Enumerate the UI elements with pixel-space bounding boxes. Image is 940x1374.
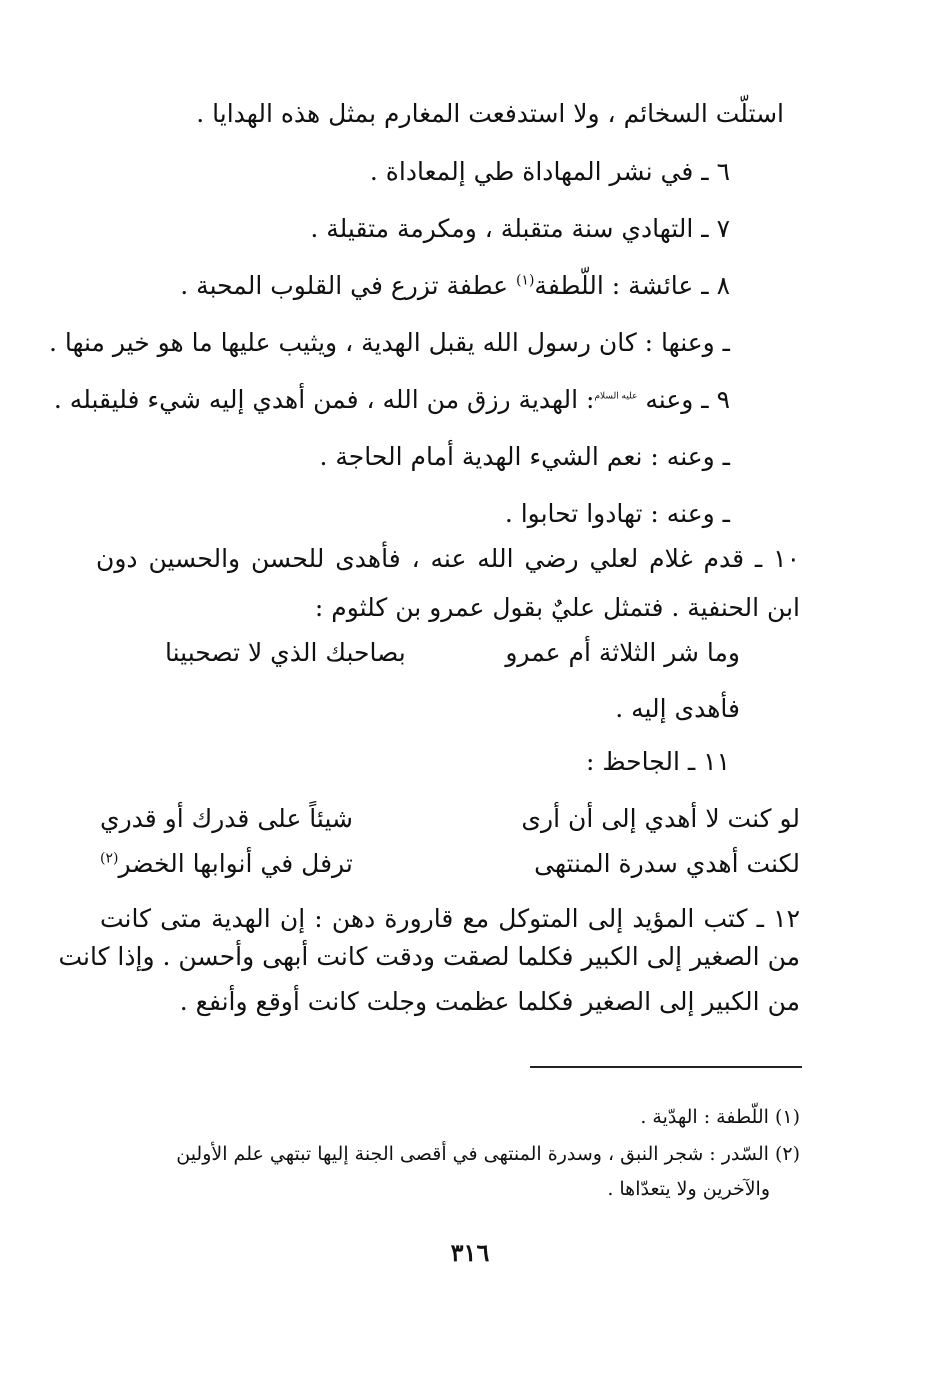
verse-1-right-hemistich: وما شر الثلاثة أم عمرو bbox=[505, 638, 740, 667]
text-line-12: ١١ ـ الجاحظ : bbox=[586, 747, 730, 776]
text-line-14: من الصغير إلى الكبير فكلما لصقت ودقت كانت أبهى وأحسن . وإذا كانت bbox=[58, 942, 800, 971]
footnote-2-line-1: (٢) السّدر : شجر النبق ، وسدرة المنتهى في أقصى الجنة إليها تبتهي علم الأولين bbox=[176, 1143, 800, 1165]
footnote-ref-2[interactable]: (٢) bbox=[100, 850, 119, 867]
text-line-10: ابن الحنفية . فتمثل عليٌ بقول عمرو بن كلثوم : bbox=[314, 593, 800, 622]
verse-3-left-text: ترفل في أنوابها الخضر bbox=[118, 849, 353, 878]
text-line-6-b: : الهدية رزق من الله ، فمن أهدي إليه شيء فليقبله . bbox=[53, 385, 595, 414]
verse-2-left-hemistich: شيئاً على قدرك أو قدري bbox=[100, 804, 353, 833]
footnote-2-line-2: والآخرين ولا يتعدّاها . bbox=[607, 1178, 770, 1200]
page-number: ٣١٦ bbox=[450, 1238, 490, 1267]
text-line-6 bbox=[54, 383, 730, 417]
verse-2-right-hemistich: لو كنت لا أهدي إلى أن أرى bbox=[521, 804, 800, 833]
text-line-1: استلّت السخائم ، ولا استدفعت المغارم بمثل هذه الهدايا . bbox=[196, 99, 784, 128]
verse-1-left-hemistich: بصاحبك الذي لا تصحبينا bbox=[165, 638, 406, 667]
text-line-4-a: ٨ ـ عائشة : اللّطفة bbox=[534, 271, 730, 300]
text-line-4 bbox=[180, 269, 730, 303]
text-line-15: من الكبير إلى الصغير فكلما عظمت وجلت كانت أوقع وأنفع . bbox=[179, 987, 800, 1016]
text-line-11: فأهدى إليه . bbox=[615, 694, 740, 723]
text-line-13: ١٢ ـ كتب المؤيد إلى المتوكل مع قارورة دهن : إن الهدية متى كانت bbox=[100, 904, 800, 933]
text-line-3: ٧ ـ التهادي سنة متقبلة ، ومكرمة متقيلة . bbox=[310, 214, 730, 243]
verse-3-right-hemistich: لكنت أهدي سدرة المنتهى bbox=[534, 849, 800, 878]
text-line-7: ـ وعنه : نعم الشيء الهدية أمام الحاجة . bbox=[319, 442, 730, 471]
honorific-mark: عليه السلام bbox=[594, 391, 638, 402]
text-line-8: ـ وعنه : تهادوا تحابوا . bbox=[504, 499, 730, 528]
text-line-9: ١٠ ـ قدم غلام لعلي رضي الله عنه ، فأهدى للحسن والحسين دون bbox=[96, 544, 800, 573]
footnote-separator bbox=[530, 1066, 802, 1068]
text-line-6-a: ٩ ـ وعنه bbox=[637, 385, 730, 414]
footnote-ref-1[interactable]: (١) bbox=[515, 272, 535, 289]
verse-3-left-hemistich bbox=[100, 847, 353, 881]
text-line-2: ٦ ـ في نشر المهاداة طي إلمعاداة . bbox=[369, 157, 730, 186]
text-line-5: ـ وعنها : كان رسول الله يقبل الهدية ، ويثيب عليها ما هو خير منها . bbox=[48, 328, 730, 357]
footnote-1: (١) اللّطفة : الهدّية . bbox=[640, 1106, 800, 1128]
text-line-4-b: عطفة تزرع في القلوب المحبة . bbox=[180, 271, 516, 300]
